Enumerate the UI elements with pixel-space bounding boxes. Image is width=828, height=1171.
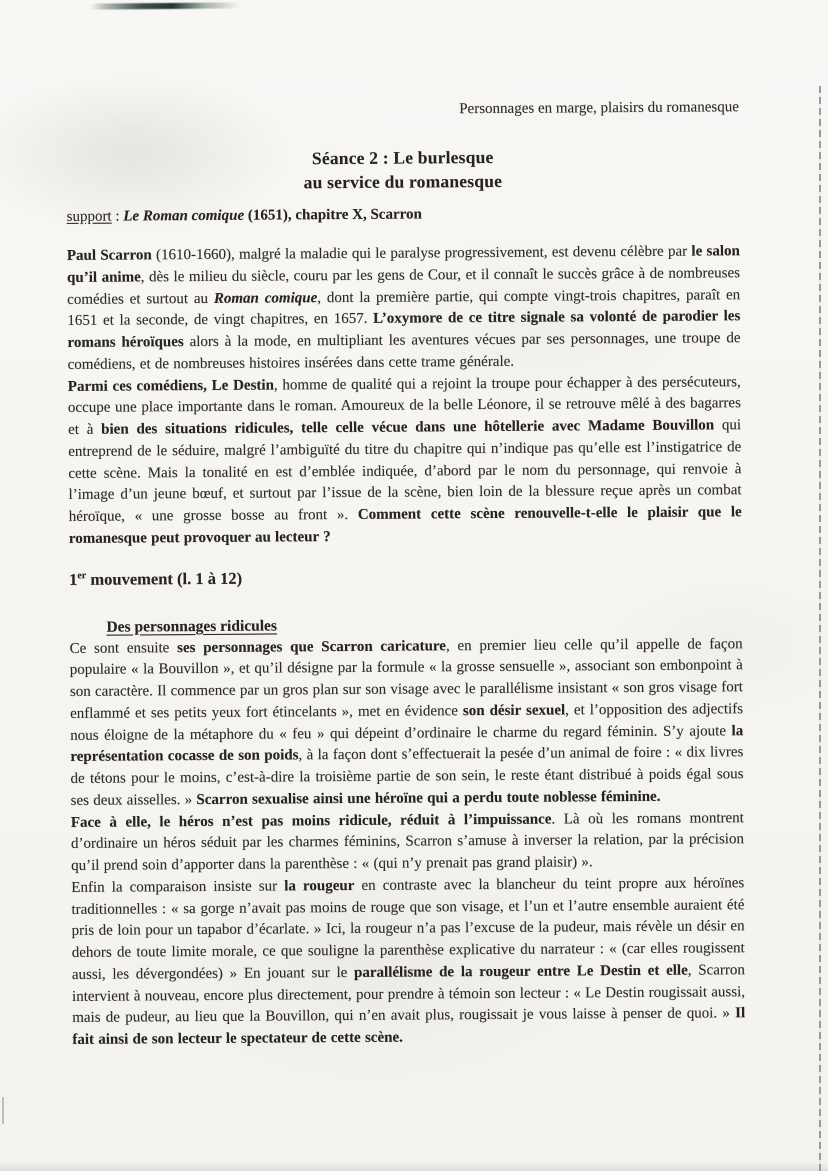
text-run: , en premier lieu celle qu’il appelle de façon populaire « la Bouvillon », et qu’il désigne par la formule « la grosse sensuelle », associant son embonpoint à son caractère. Il commence par un gros plan sur son visage avec le parallélisme insistant « son gros visage fort enflammé et ses petits yeux fort étincelants », met en évidence bbox=[69, 635, 743, 722]
text-run: L’oxymore de ce titre signale sa volonté de parodier les romans héroïques bbox=[67, 308, 741, 351]
paragraph-caricature-bouvillon bbox=[70, 634, 744, 813]
text-run: la représentation cocasse de son poids bbox=[70, 722, 744, 766]
paragraph-heros-ridicule bbox=[71, 808, 744, 878]
text-run: alors à la mode, en multipliant les aventures vécues par ses personnages, une troupe de comédiens, et de nombreuses histoires insérées dans cette trame générale. bbox=[67, 330, 741, 373]
text-run: en contraste avec la blancheur du teint propre aux héroïnes traditionnelles : « sa gorge n’avait pas moins de rouge que son visage, et l’un et l’autre ensemble auraient été pris de loin pour un tapabor d’écarlate. » Ici, la rougeur n’a pas l’excuse de la pudeur, mais révèle un désir en dehors de toute limite morale, ce que souligne la parenthèse explicative du narrateur : « (car elles rougissent aussi, les dévergondées) » En jouant sur le bbox=[71, 874, 745, 983]
scan-edge-dashed-line bbox=[819, 86, 821, 1171]
text-run: . Là où les romans montrent d’ordinaire un héros séduit par les charmes féminins, Scarron s’amuse à inverser la relation, par la précision qu’il prend soin d’apporter dans la parenthèse : « (qui n’y prenait pas grand plaisir) ». bbox=[70, 809, 744, 874]
text-run: , Scarron intervient à nouveau, encore plus directement, pour prendre à témoin son lecteur : « Le Destin rougissait aussi, mais de pudeur, au lieu que la Bouvillon, qui n’en avait plus, rougissait je vous laisse à penser de quoi. » bbox=[71, 961, 746, 1027]
text-run: Paul Scarron bbox=[66, 247, 152, 264]
text-run: er bbox=[77, 569, 87, 581]
page-title-line2: au service du romanesque bbox=[303, 170, 503, 193]
text-run: Enfin la comparaison insiste sur bbox=[71, 878, 285, 896]
text-run: la rougeur bbox=[284, 877, 355, 895]
text-run: Roman comique bbox=[213, 289, 318, 307]
text-run: Ce sont ensuite bbox=[69, 639, 178, 657]
text-run: Le Roman comique bbox=[123, 207, 245, 225]
text-run: Scarron sexualise ainsi une héroïne qui a perdu toute noblesse féminine. bbox=[196, 788, 661, 808]
text-run: ses personnages que Scarron caricature bbox=[177, 637, 446, 656]
text-run: Comment cette scène renouvelle-t-elle le plaisir que le romanesque peut provoquer au lecteur ? bbox=[68, 504, 742, 547]
page-title bbox=[66, 143, 739, 196]
text-run: , et l’opposition des adjectifs nous éloigne de la métaphore du « feu » qui dépeint d’ordinaire le charme du regard féminin. S’y ajoute bbox=[70, 700, 744, 744]
text-run: , à la façon dont s’effectuerait la pesée d’un animal de foire : « dix livres de tétons pour le moins, c’est-à-dire la troisième partie de son sein, le reste étant distribué à poids égal sous ses deux aisselles. » bbox=[70, 744, 744, 809]
text-run: , dont la première partie, qui compte vingt-trois chapitres, paraît en 1651 et la seconde, de vingt chapitres, en 1657. bbox=[67, 286, 741, 330]
document-content bbox=[65, 0, 745, 1052]
text-run: Parmi ces comédiens, Le Destin bbox=[67, 376, 274, 395]
support-line bbox=[67, 202, 740, 228]
subheading-personnages-ridicules: Des personnages ridicules bbox=[106, 616, 277, 636]
paragraph-le-destin bbox=[68, 372, 742, 551]
text-run: : bbox=[111, 208, 124, 225]
text-run: mouvement (l. 1 à 12) bbox=[86, 568, 243, 589]
text-run: 1 bbox=[69, 569, 78, 589]
text-run: parallélisme de la rougeur entre Le Destin et elle bbox=[353, 962, 688, 981]
scan-edge-tick bbox=[2, 1097, 4, 1124]
text-run: bien des situations ridicules, telle celle vécue dans une hôtellerie avec Madame Bouvillon bbox=[101, 417, 715, 438]
text-run: son désir sexuel bbox=[462, 702, 566, 719]
text-run: Face à elle, le héros n’est pas moins ridicule, réduit à l’impuissance bbox=[70, 811, 552, 831]
text-run: Il fait ainsi de son lecteur le spectateur de cette scène. bbox=[72, 1005, 746, 1048]
paragraph-rougeur bbox=[71, 873, 745, 1052]
page-title-line1: Séance 2 : Le burlesque bbox=[311, 146, 494, 169]
text-run: (1651), chapitre X, Scarron bbox=[244, 206, 422, 224]
text-run: qui entreprend de le séduire, malgré l’ambiguïté du titre du chapitre qui n’indique pas qu’elle est l’instigatrice de cette scène. Mais la tonalité en est d’emblée indiquée, d’abord par le nom du personnage, qui renvoie à l’image d’un jeune bœuf, et surtout par l’issue de la scène, bien loin de la blessure reçue après un combat héroïque, « une grosse bosse au front ». bbox=[68, 417, 742, 525]
running-header: Personnages en marge, plaisirs du romanesque bbox=[459, 99, 739, 118]
text-run: le salon qu’il anime bbox=[66, 243, 740, 286]
text-run: support bbox=[66, 208, 112, 225]
text-run: , homme de qualité qui a rejoint la troupe pour échapper à des persécuteurs, occupe une place importante dans le roman. Amoureux de la belle Léonore, il se retrouve mêlé à des bagarres et à bbox=[67, 373, 741, 438]
text-run: (1610-1660), malgré la maladie qui le paralyse progressivement, est devenu célèbre par bbox=[151, 243, 692, 264]
paragraph-scarron-bio bbox=[67, 241, 741, 376]
text-run: , dès le milieu du siècle, couru par les gens de Cour, et il connaît le succès grâce à de nombreuses comédies et surtout au bbox=[67, 264, 741, 308]
movement-heading bbox=[69, 563, 742, 591]
